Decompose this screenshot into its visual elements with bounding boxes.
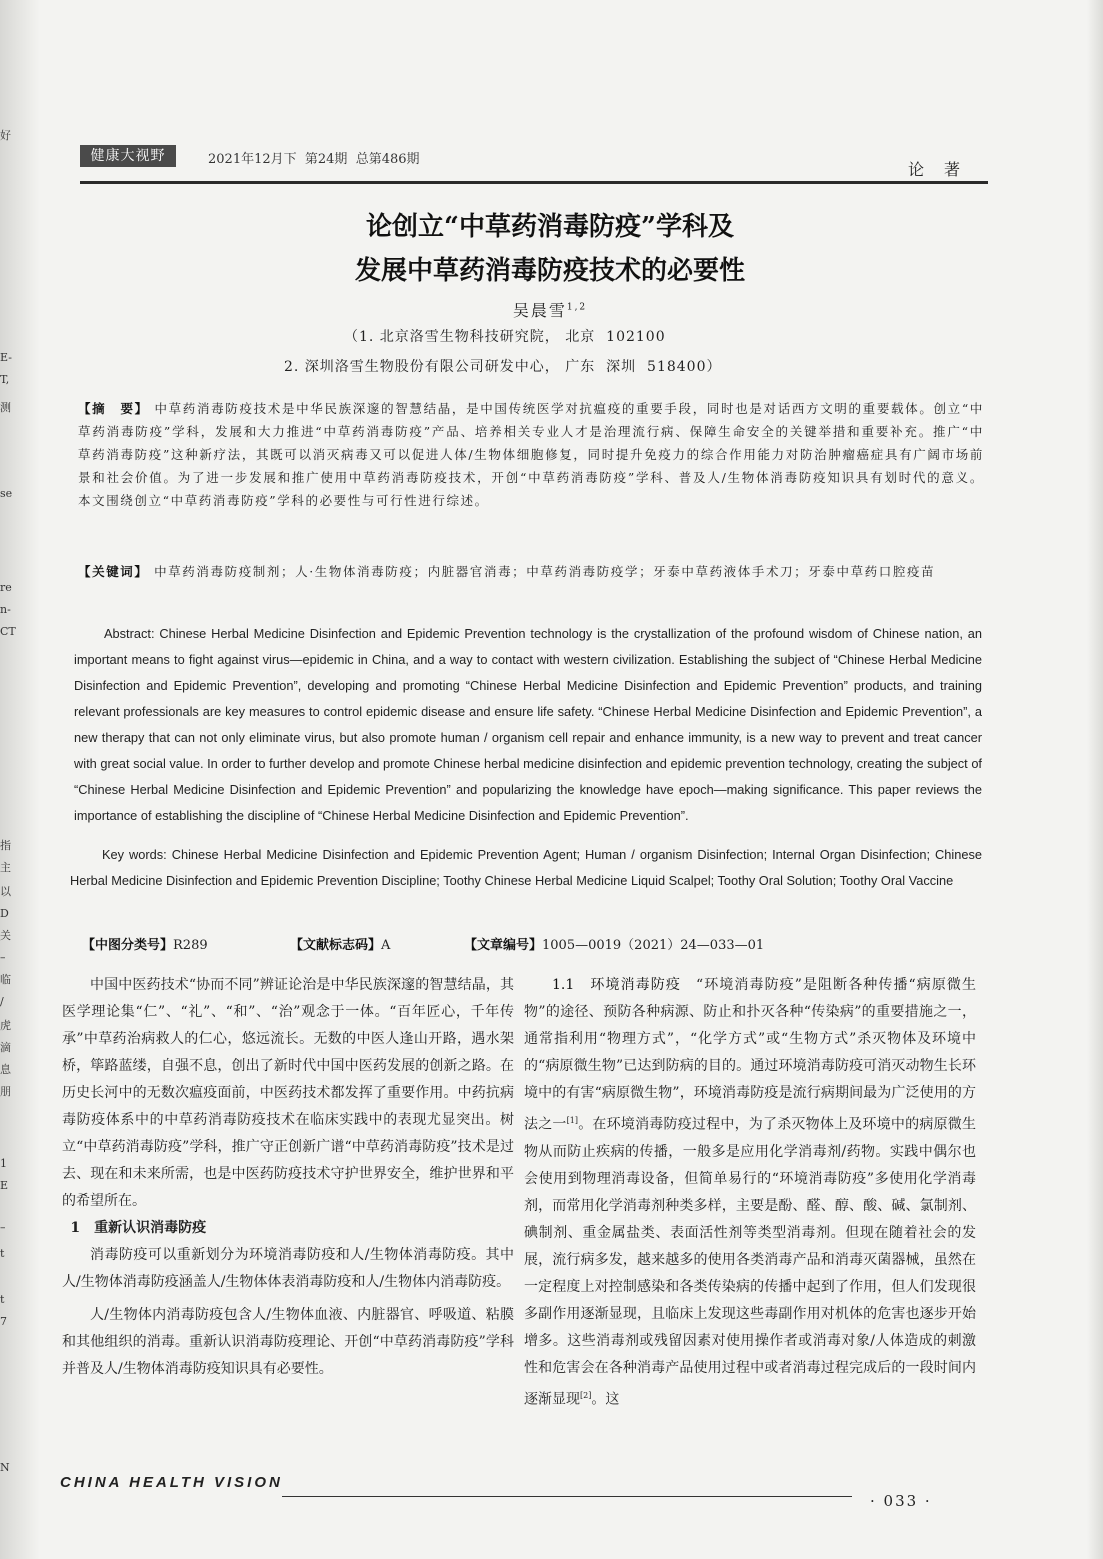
edge-fragment: 1 [0,1157,7,1170]
edge-fragment: E [0,1179,9,1192]
clc-number: 【中图分类号】R289 [82,938,208,953]
page-number: · 033 · [870,1492,932,1510]
running-header [80,143,988,185]
edge-fragment: t [0,1247,5,1260]
keywords-cn-text: 中草药消毒防疫制剂；人·生物体消毒防疫；内脏器官消毒；中草药消毒防疫学；牙泰中草药液体手术刀；牙泰中草药口腔疫苗 [154,564,936,579]
abstract-en-text: Chinese Herbal Medicine Disinfection and Epidemic Prevention technology is the crystallization of the profound wisdom of Chinese nation, an important means to fight against virus—epidemic in China, and a way to contact with western civilization. Establishing the subject of “Chinese Herbal Medicine Disinfection and Epidemic Prevention”, developing and promoting “Chinese Herbal Medicine Disinfection and Epidemic Prevention” products, and training relevant professionals are key measures to control epidemic disease and ensure life safety. “Chinese Herbal Medicine Disinfection and Epidemic Prevention”, a new therapy that can not only eliminate virus, but also promote human / organism cell repair and enhance immunity, is a new way to prevent and treat cancer with great social value. In order to further develop and promote Chinese herbal medicine disinfection and epidemic prevention technology, creating the subject of “Chinese Herbal Medicine Disinfection and Epidemic Prevention” and popularizing the knowledge have epoch—making significance. This paper reviews the importance of establishing the discipline of “Chinese Herbal Medicine Disinfection and Epidemic Prevention”. [74,626,982,823]
title-line-2: 发展中草药消毒防疫技术的必要性 [354,256,745,286]
edge-fragment: 测 [0,401,11,414]
affiliation-1: （1. 北京洛雪生物科技研究院， 北京 102100 [344,329,666,345]
edge-fragment: 虎 [0,1019,11,1032]
section-label: 论著 [907,160,980,179]
body-paragraph: 消毒防疫可以重新划分为环境消毒防疫和人/生物体消毒防疫。其中人/生物体消毒防疫涵盖人/生物体体表消毒防疫和人/生物体内消毒防疫。 [62,1247,514,1290]
edge-fragment: 临 [0,973,11,986]
body-paragraph: 人/生物体内消毒防疫包含人/生物体血液、内脏器官、呼吸道、粘膜和其他组织的消毒。重新认识消毒防疫理论、开创“中草药消毒防疫”学科并普及人/生物体消毒防疫知识具有必要性。 [62,1307,514,1377]
footer-rule [282,1496,852,1497]
article-number: 【文章编号】1005—0019（2021）24—033—01 [464,938,765,953]
edge-fragment: D [0,907,9,920]
scan-shadow [1087,0,1103,1559]
edge-fragment: 息 [0,1063,11,1076]
edge-fragment: E- [0,351,12,364]
author-affil-marker: 1,2 [566,302,588,313]
edge-fragment: se [0,487,13,500]
edge-fragment: T, [0,373,10,386]
keywords-en [70,842,982,894]
author-name: 吴晨雪 [512,301,567,320]
keywords-cn-label: 【关键词】 [78,564,149,579]
body-paragraph: 中国中医药技术“协而不同”辨证论治是中华民族深邃的智慧结晶，其医学理论集“仁”、“礼”、“和”、“治”观念于一体。“百年匠心，千年传承”中草药治病救人的仁心，悠远流长。无数的中医人逢山开路，遇水架桥，筚路蓝缕，自强不息，创出了新时代中国中医药发展的创新之路。在历史长河中的无数次瘟疫面前，中医药技术都发挥了重要作用。中药抗病毒防疫体系中的中草药消毒防疫技术在临床实践中的表现尤显突出。树立“中草药消毒防疫”学科，推广守正创新广谱“中草药消毒防疫”技术是过去、现在和未来所需，也是中医药防疫技术守护世界安全，维护世界和平的希望所在。 [62,977,514,1209]
author [300,298,800,321]
body-column-right [524,972,976,1413]
citation-1: [1] [566,1116,578,1125]
citation-2: [2] [580,1390,592,1400]
edge-fragment: 朋 [0,1085,11,1098]
edge-fragment: 7 [0,1315,7,1328]
footer-journal-name: CHINA HEALTH VISION [60,1474,283,1491]
document-code: 【文献标志码】A [290,938,391,953]
edge-fragment: – [0,951,6,964]
edge-fragment: 主 [0,861,11,874]
keywords-en-text: Chinese Herbal Medicine Disinfection and Epidemic Prevention Agent; Human / organism Disinfection; Internal Organ Disinfection; Chinese Herbal Medicine Disinfection and Epidemic Prevention Discipline; Toothy Chinese Herbal Medicine Liquid Scalpel; Toothy Oral Solution; Toothy Oral Vaccine [70,847,982,888]
abstract-cn [78,397,984,512]
header-rule [80,181,988,184]
abstract-cn-text: 中草药消毒防疫技术是中华民族深邃的智慧结晶，是中国传统医学对抗瘟疫的重要手段，同时也是对话西方文明的重要载体。创立“中草药消毒防疫”学科，发展和大力推进“中草药消毒防疫”产品、培养相关专业人才是治理流行病、保障生命安全的关键举措和重要补充。推广“中草药消毒防疫”这种新疗法，其既可以消灭病毒又可以促进人体/生物体细胞修复，同时提升免疫力的综合作用能力对防治肿瘤癌症具有广阔市场前景和社会价值。为了进一步发展和推广使用中草药消毒防疫技术，开创“中草药消毒防疫”学科、普及人/生物体消毒防疫知识具有划时代的意义。本文围绕创立“中草药消毒防疫”学科的必要性与可行性进行综述。 [78,401,984,508]
section-heading-1: 1 重新认识消毒防疫 [70,1220,207,1236]
edge-fragment: n- [0,603,11,616]
abstract-en-label: Abstract: [104,626,155,641]
keywords-cn [78,560,984,583]
edge-fragment: 关 [0,929,11,942]
issue-info: 2021年12月下 第24期 总第486期 [208,152,420,167]
body-column-left [62,972,514,1383]
edge-fragment: t [0,1293,5,1306]
edge-fragment: 好 [0,129,11,142]
abstract-cn-label: 【摘 要】 [78,401,149,416]
edge-fragment: CT [0,625,16,638]
subsection-heading-1-1: 1.1 环境消毒防疫 [552,977,681,993]
title-line-1: 论创立“中草药消毒防疫”学科及 [366,212,734,242]
edge-fragment: re [0,581,12,594]
affiliation-2: 2. 深圳洛雪生物股份有限公司研发中心， 广东 深圳 518400） [284,359,722,375]
body-paragraph: 1.1 环境消毒防疫 “环境消毒防疫”是阻断各种传播“病原微生物”的途径、预防各种病源、防止和扑灭各种“传染病”的重要措施之一，通常指利用“物理方式”，“化学方式”或“生物方式”杀灭物体及环境中的“病原微生物”已达到防病的目的。通过环境消毒防疫可消灭动物生长环境中的有害“病原微生物”，环境消毒防疫是流行病期间最为广泛使用的方法之一[1]。在环境消毒防疫过程中，为了杀灭物体上及环境中的病原微生物从而防止疾病的传播，一般多是应用化学消毒剂/药物。实践中偶尔也会使用到物理消毒设备，但简单易行的“环境消毒防疫”多使用化学消毒剂，而常用化学消毒剂种类多样，主要是酚、醛、醇、酸、碱、氯制剂、碘制剂、重金属盐类、表面活性剂等类型消毒剂。但现在随着社会的发展，流行病多发，越来越多的使用各类消毒产品和消毒灭菌器械，虽然在一定程度上对控制感染和各类传染病的传播中起到了作用，但人们发现很多副作用逐渐显现，且临床上发现这些毒副作用对机体的危害也逐步开始增多。这些消毒剂或残留因素对使用操作者或消毒对象/人体造成的刺激性和危害会在各种消毒产品使用过程中或者消毒过程完成后的一段时间内逐渐显现[2]。这 [524,977,977,1408]
edge-fragment: – [0,1221,6,1234]
journal-badge: 健康大视野 [80,145,176,167]
edge-fragment: / [0,995,4,1008]
edge-fragment: 滴 [0,1041,11,1054]
edge-fragment: N [0,1461,10,1474]
edge-fragment: 以 [0,885,11,898]
abstract-en [74,621,982,829]
keywords-en-label: Key words: [102,847,167,862]
edge-fragment: 指 [0,839,11,852]
